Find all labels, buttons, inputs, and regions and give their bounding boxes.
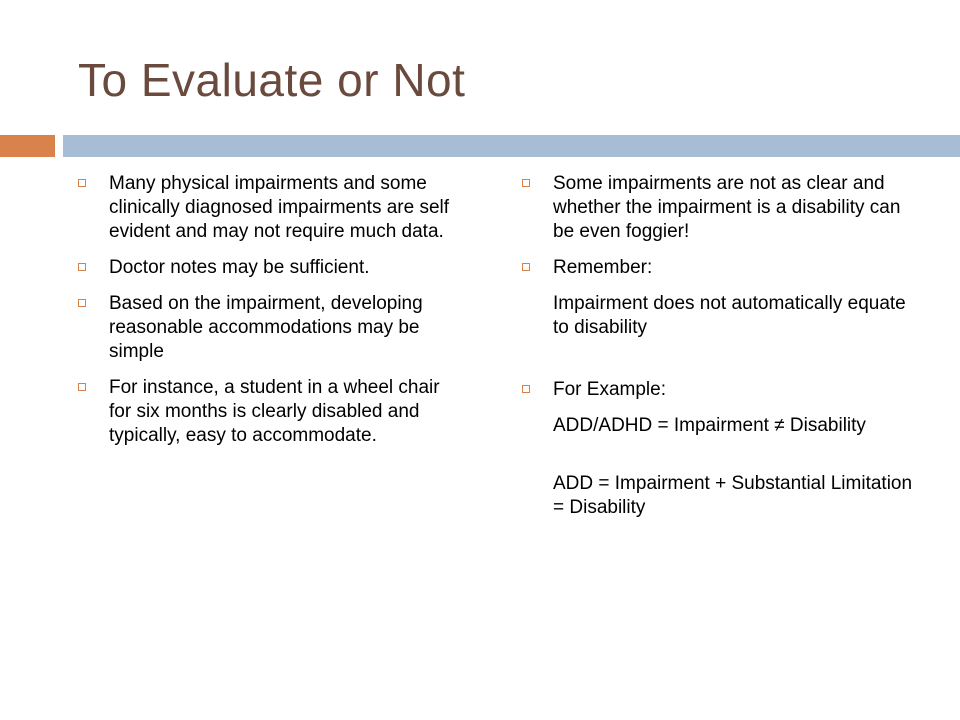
sub-paragraph [520, 292, 920, 340]
right-bullet-list [520, 172, 920, 520]
list-item-text: Some impairments are not as clear and whether the impairment is a disability can be even foggier! [553, 173, 901, 242]
list-item-text: Remember: [553, 257, 653, 278]
square-bullet-icon [78, 299, 86, 307]
sub-paragraph-text: Impairment does not automatically equate to disability [553, 293, 906, 338]
title-rule-bar [63, 135, 960, 157]
square-bullet-icon [78, 263, 86, 271]
square-bullet-icon [522, 263, 530, 271]
title-accent-bar [0, 135, 55, 157]
sub-paragraph-text: ADD = Impairment + Substantial Limitation = Disability [553, 473, 913, 518]
square-bullet-icon [522, 385, 530, 393]
slide-title: To Evaluate or Not [78, 54, 466, 106]
sub-paragraph-text: ADD/ADHD = Impairment ≠ Disability [553, 415, 866, 436]
left-column [76, 172, 456, 460]
list-item [76, 256, 456, 280]
list-item-text: For instance, a student in a wheel chair for six months is clearly disabled and typically, easy to accommodate. [109, 377, 440, 446]
list-item-text: Many physical impairments and some clinically diagnosed impairments are self evident and may not require much data. [109, 173, 450, 242]
list-item [76, 292, 456, 364]
list-item [76, 376, 456, 448]
list-item [520, 256, 920, 280]
square-bullet-icon [522, 179, 530, 187]
right-column [520, 172, 920, 532]
left-bullet-list [76, 172, 456, 448]
list-item [76, 172, 456, 244]
square-bullet-icon [78, 383, 86, 391]
list-item-text: For Example: [553, 379, 666, 400]
list-item-text: Doctor notes may be sufficient. [109, 257, 370, 278]
sub-paragraph [520, 414, 920, 438]
list-item [520, 172, 920, 244]
sub-paragraph [520, 472, 920, 520]
list-item [520, 378, 920, 402]
list-item-text: Based on the impairment, developing reasonable accommodations may be simple [109, 293, 423, 362]
square-bullet-icon [78, 179, 86, 187]
